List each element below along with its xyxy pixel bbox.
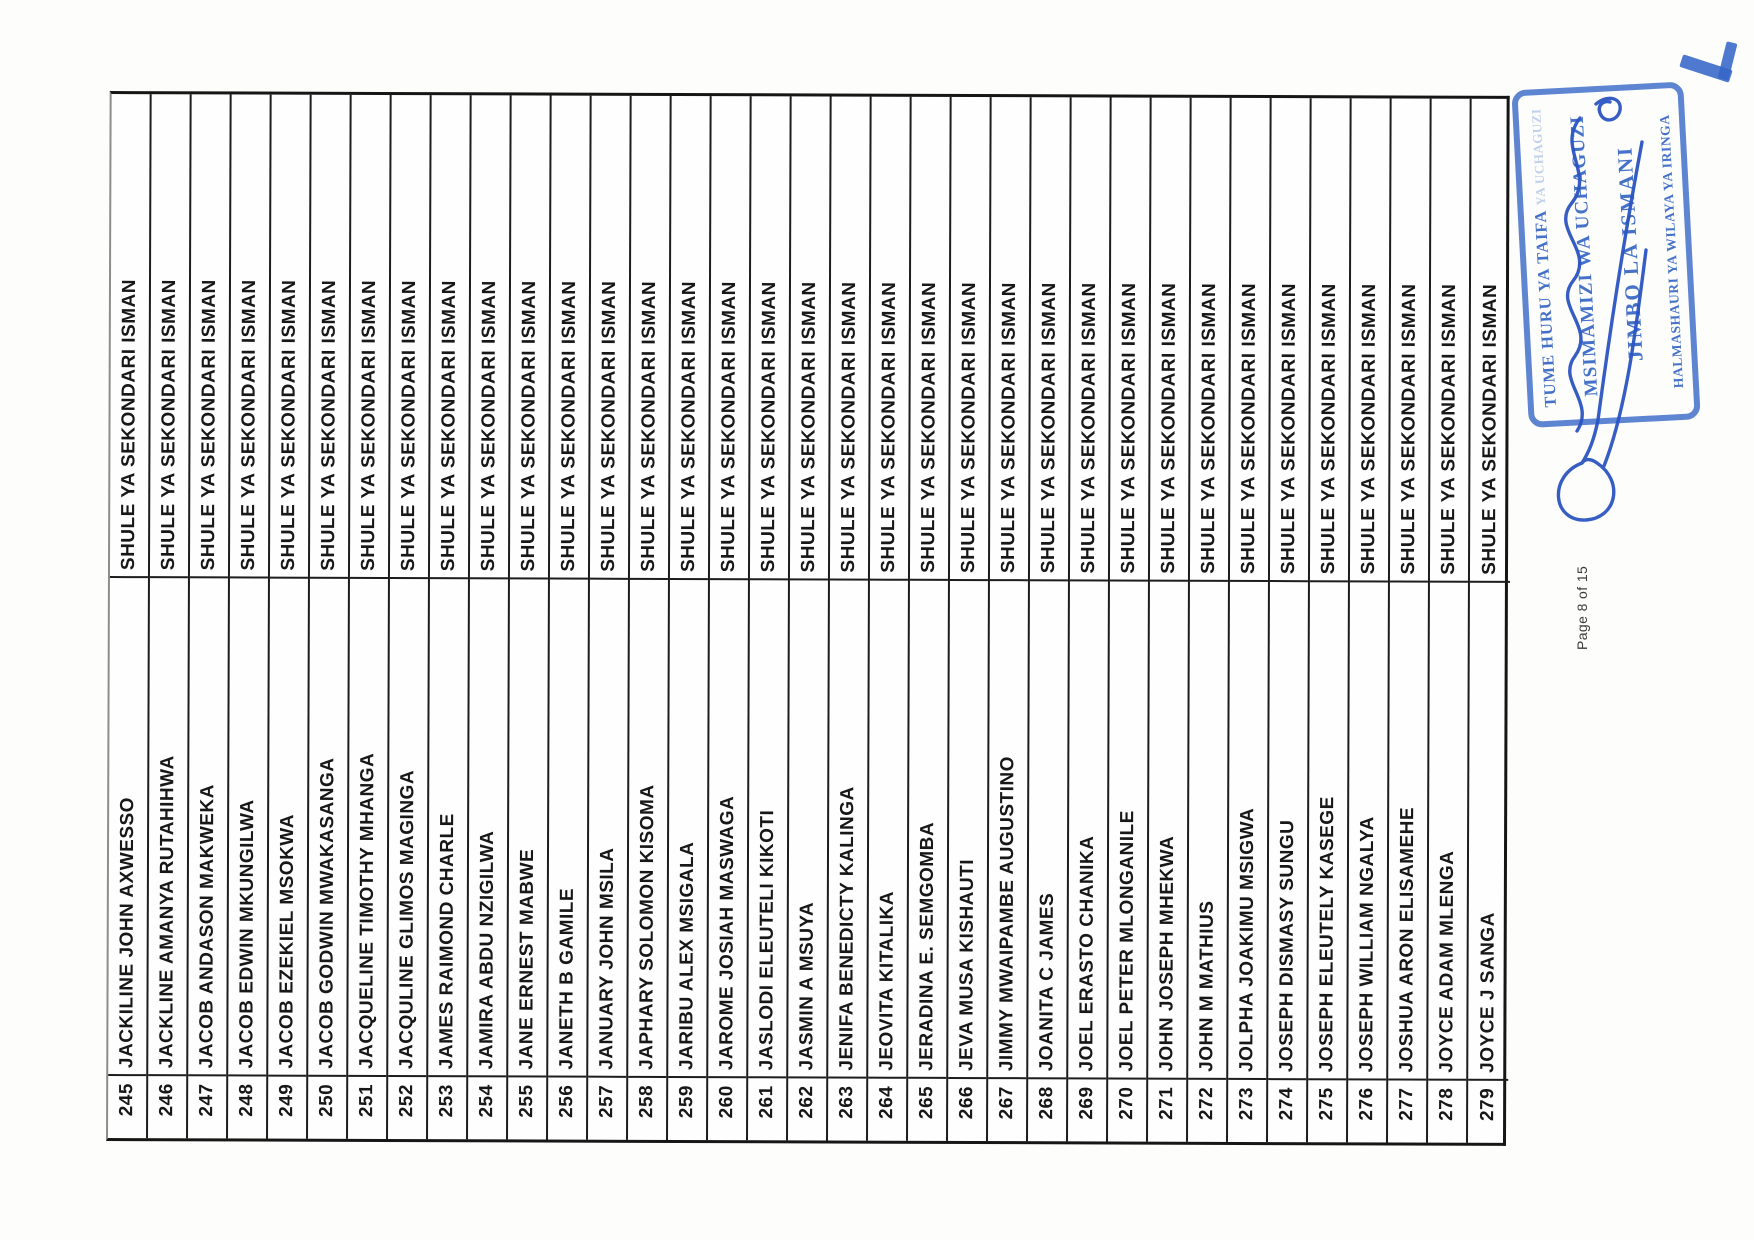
- row-school-cell: SHULE YA SEKONDARI ISMAN: [437, 280, 461, 572]
- table-row: [1308, 98, 1352, 1142]
- row-school-cell: SHULE YA SEKONDARI ISMAN: [957, 281, 981, 574]
- row-number-cell: 263: [828, 1077, 866, 1141]
- row-number-cell: 272: [1188, 1078, 1226, 1142]
- row-name-cell: JAROME JOSIAH MASWAGA: [708, 578, 748, 1076]
- row-school-cell: SHULE YA SEKONDARI ISMAN: [757, 281, 781, 573]
- row-name-cell: JOHN M MATHIUS: [1188, 580, 1228, 1078]
- row-name-cell: JACOB EZEKIEL MSOKWA: [268, 577, 308, 1075]
- row-school-cell: SHULE YA SEKONDARI ISMAN: [1277, 283, 1301, 575]
- stamp-text-commission-faded: YA UCHAGUZI: [1528, 108, 1549, 206]
- row-name-cell: JOEL PETER MLONGANILE: [1108, 580, 1148, 1078]
- table-row: [988, 97, 1032, 1141]
- table-row: [828, 97, 872, 1141]
- table-row: [228, 94, 272, 1138]
- row-number-cell: 259: [668, 1076, 706, 1140]
- row-name-cell: JOLPHA JOAKIMU MSIGWA: [1228, 580, 1268, 1078]
- row-school-cell: SHULE YA SEKONDARI ISMAN: [397, 279, 421, 572]
- table-row: [868, 97, 912, 1141]
- row-school-cell: SHULE YA SEKONDARI ISMAN: [637, 280, 661, 572]
- row-number-cell: 256: [548, 1076, 586, 1140]
- row-school-cell: SHULE YA SEKONDARI ISMAN: [1037, 282, 1061, 574]
- row-school-cell: SHULE YA SEKONDARI ISMAN: [877, 281, 901, 573]
- row-school-cell: SHULE YA SEKONDARI ISMAN: [157, 279, 181, 571]
- row-name-cell: JACKLINE AMANYA RUTAHIHWA: [148, 576, 188, 1074]
- row-number-cell: 247: [188, 1074, 226, 1138]
- attendance-table-rows: [108, 94, 1512, 1143]
- row-number-cell: 253: [428, 1075, 466, 1139]
- table-row: [948, 97, 992, 1141]
- row-name-cell: JACOB ANDASON MAKWEKA: [188, 576, 228, 1074]
- table-row: [1228, 98, 1272, 1142]
- row-school-cell: SHULE YA SEKONDARI ISMAN: [1077, 282, 1101, 574]
- table-row: [468, 95, 512, 1139]
- row-school-cell: SHULE YA SEKONDARI ISMAN: [197, 279, 221, 571]
- table-row: [428, 95, 472, 1139]
- row-number-cell: 268: [1028, 1077, 1066, 1141]
- row-name-cell: JARIBU ALEX MSIGALA: [668, 578, 708, 1076]
- row-school-cell: SHULE YA SEKONDARI ISMAN: [1317, 283, 1341, 575]
- row-number-cell: 279: [1468, 1079, 1508, 1143]
- row-number-cell: 245: [108, 1074, 146, 1138]
- row-name-cell: JAPHARY SOLOMON KISOMA: [628, 578, 668, 1076]
- row-school-cell: SHULE YA SEKONDARI ISMAN: [237, 279, 261, 571]
- row-name-cell: JOSEPH ELEUTELY KASEGE: [1308, 580, 1348, 1078]
- row-number-cell: 270: [1108, 1077, 1146, 1141]
- row-school-cell: SHULE YA SEKONDARI ISMAN: [717, 281, 741, 573]
- row-school-cell: SHULE YA SEKONDARI ISMAN: [1237, 282, 1261, 575]
- table-row: [668, 96, 712, 1140]
- table-row: [1268, 98, 1312, 1142]
- table-row: [1148, 98, 1192, 1142]
- row-name-cell: JOHN JOSEPH MHEKWA: [1148, 580, 1188, 1078]
- row-school-cell: SHULE YA SEKONDARI ISMAN: [357, 279, 381, 571]
- table-row: [1348, 98, 1392, 1142]
- table-row: [588, 96, 632, 1140]
- row-number-cell: 248: [228, 1074, 266, 1138]
- row-school-cell: SHULE YA SEKONDARI ISMAN: [1357, 283, 1381, 575]
- row-number-cell: 277: [1388, 1078, 1426, 1142]
- row-number-cell: 255: [508, 1075, 546, 1139]
- row-school-cell: SHULE YA SEKONDARI ISMAN: [557, 280, 581, 572]
- row-school-cell: SHULE YA SEKONDARI ISMAN: [117, 278, 141, 571]
- row-school-cell: SHULE YA SEKONDARI ISMAN: [597, 280, 621, 572]
- row-school-cell: SHULE YA SEKONDARI ISMAN: [317, 279, 341, 571]
- row-number-cell: 250: [308, 1075, 346, 1139]
- row-school-cell: SHULE YA SEKONDARI ISMAN: [1117, 282, 1141, 574]
- row-name-cell: JENIFA BENEDICTY KALINGA: [828, 579, 868, 1077]
- table-row: [908, 97, 952, 1141]
- table-row: [188, 94, 232, 1138]
- table-row: [1068, 97, 1112, 1141]
- row-school-cell: SHULE YA SEKONDARI ISMAN: [917, 281, 941, 573]
- row-number-cell: 254: [468, 1075, 506, 1139]
- row-number-cell: 275: [1308, 1078, 1346, 1142]
- row-name-cell: JOYCE ADAM MLENGA: [1428, 581, 1468, 1079]
- table-row: [1028, 97, 1072, 1141]
- page-number: Page 8 of 15: [1574, 565, 1590, 650]
- row-name-cell: JOSEPH WILLIAM NGALYA: [1348, 580, 1388, 1078]
- row-name-cell: JAMIRA ABDU NZIGILWA: [468, 577, 508, 1075]
- row-school-cell: SHULE YA SEKONDARI ISMAN: [837, 281, 861, 573]
- table-row: [388, 95, 432, 1139]
- row-number-cell: 252: [388, 1075, 426, 1139]
- table-row: [1388, 98, 1432, 1142]
- row-number-cell: 260: [708, 1076, 746, 1140]
- row-name-cell: JEOVITA KITALIKA: [868, 579, 908, 1077]
- stamp-line-council: HALMASHAURI YA WILAYA YA IRINGA: [1656, 114, 1687, 389]
- row-name-cell: JANUARY JOHN MSILA: [588, 578, 628, 1076]
- row-number-cell: 278: [1428, 1079, 1466, 1143]
- row-number-cell: 258: [628, 1076, 666, 1140]
- row-school-cell: SHULE YA SEKONDARI ISMAN: [1478, 283, 1502, 575]
- stamp-line-supervisor: MSIMAMIZI WA UCHAGUZI: [1567, 114, 1603, 397]
- table-row: [148, 94, 192, 1138]
- row-number-cell: 251: [348, 1075, 386, 1139]
- row-name-cell: JASLODI ELEUTELI KIKOTI: [748, 578, 788, 1076]
- row-number-cell: 276: [1348, 1078, 1386, 1142]
- row-number-cell: 261: [748, 1076, 786, 1140]
- row-number-cell: 264: [868, 1077, 906, 1141]
- row-name-cell: JACQUELINE TIMOTHY MHANGA: [348, 577, 388, 1075]
- row-school-cell: SHULE YA SEKONDARI ISMAN: [1197, 282, 1221, 574]
- table-row: [508, 95, 552, 1139]
- row-name-cell: JACOB GODWIN MWAKASANGA: [308, 577, 348, 1075]
- row-name-cell: JERADINA E. SEMGOMBA: [908, 579, 948, 1077]
- table-row: [268, 95, 312, 1139]
- row-name-cell: JACKILINE JOHN AXWESSO: [108, 576, 148, 1074]
- attendance-table: [106, 91, 1510, 1146]
- row-school-cell: SHULE YA SEKONDARI ISMAN: [997, 282, 1021, 574]
- row-number-cell: 257: [588, 1076, 626, 1140]
- stamp-text-commission: TUME HURU YA TAIFA: [1530, 210, 1560, 408]
- table-row: [788, 96, 832, 1140]
- row-number-cell: 246: [148, 1074, 186, 1138]
- row-school-cell: SHULE YA SEKONDARI ISMAN: [677, 280, 701, 573]
- row-school-cell: SHULE YA SEKONDARI ISMAN: [797, 281, 821, 573]
- row-school-cell: SHULE YA SEKONDARI ISMAN: [1157, 282, 1181, 574]
- row-number-cell: 273: [1228, 1078, 1266, 1142]
- row-school-cell: SHULE YA SEKONDARI ISMAN: [517, 280, 541, 572]
- row-number-cell: 265: [908, 1077, 946, 1141]
- row-name-cell: JOYCE J SANGA: [1468, 581, 1510, 1079]
- row-number-cell: 266: [948, 1077, 986, 1141]
- row-name-cell: JIMMY MWAIPAMBE AUGUSTINO: [988, 579, 1028, 1077]
- signature: [1500, 90, 1700, 650]
- row-name-cell: JOANITA C JAMES: [1028, 579, 1068, 1077]
- row-school-cell: SHULE YA SEKONDARI ISMAN: [1397, 283, 1421, 575]
- table-row: [1188, 98, 1232, 1142]
- row-name-cell: JAMES RAIMOND CHARLE: [428, 577, 468, 1075]
- table-row: [348, 95, 392, 1139]
- row-name-cell: JASMIN A MSUYA: [788, 578, 828, 1076]
- row-number-cell: 271: [1148, 1078, 1186, 1142]
- row-school-cell: SHULE YA SEKONDARI ISMAN: [277, 279, 301, 571]
- row-name-cell: JEVA MUSA KISHAUTI: [948, 579, 988, 1077]
- table-row: [108, 94, 152, 1138]
- row-number-cell: 262: [788, 1076, 826, 1140]
- table-row: [1108, 98, 1152, 1142]
- row-number-cell: 267: [988, 1077, 1026, 1141]
- table-row: [628, 96, 672, 1140]
- stamp-ink-smudge-2: [1718, 41, 1738, 81]
- row-number-cell: 249: [268, 1075, 306, 1139]
- row-name-cell: JOSEPH DISMASY SUNGU: [1268, 580, 1308, 1078]
- row-name-cell: JANE ERNEST MABWE: [508, 577, 548, 1075]
- row-name-cell: JOSHUA ARON ELISAMEHE: [1388, 580, 1428, 1078]
- row-name-cell: JACQULINE GLIMOS MAGINGA: [388, 577, 428, 1075]
- table-row: [1428, 99, 1472, 1143]
- row-number-cell: 274: [1268, 1078, 1306, 1142]
- table-row: [708, 96, 752, 1140]
- row-school-cell: SHULE YA SEKONDARI ISMAN: [477, 280, 501, 572]
- row-name-cell: JANETH B GAMILE: [548, 578, 588, 1076]
- row-name-cell: JACOB EDWIN MKUNGILWA: [228, 576, 268, 1074]
- row-number-cell: 269: [1068, 1077, 1106, 1141]
- table-row: [308, 95, 352, 1139]
- row-school-cell: SHULE YA SEKONDARI ISMAN: [1437, 283, 1461, 575]
- table-row: [748, 96, 792, 1140]
- stamp-line-constituency: JIMBO LA ISMANI: [1612, 145, 1648, 362]
- row-name-cell: JOEL ERASTO CHANIKA: [1068, 579, 1108, 1077]
- table-row: [548, 96, 592, 1140]
